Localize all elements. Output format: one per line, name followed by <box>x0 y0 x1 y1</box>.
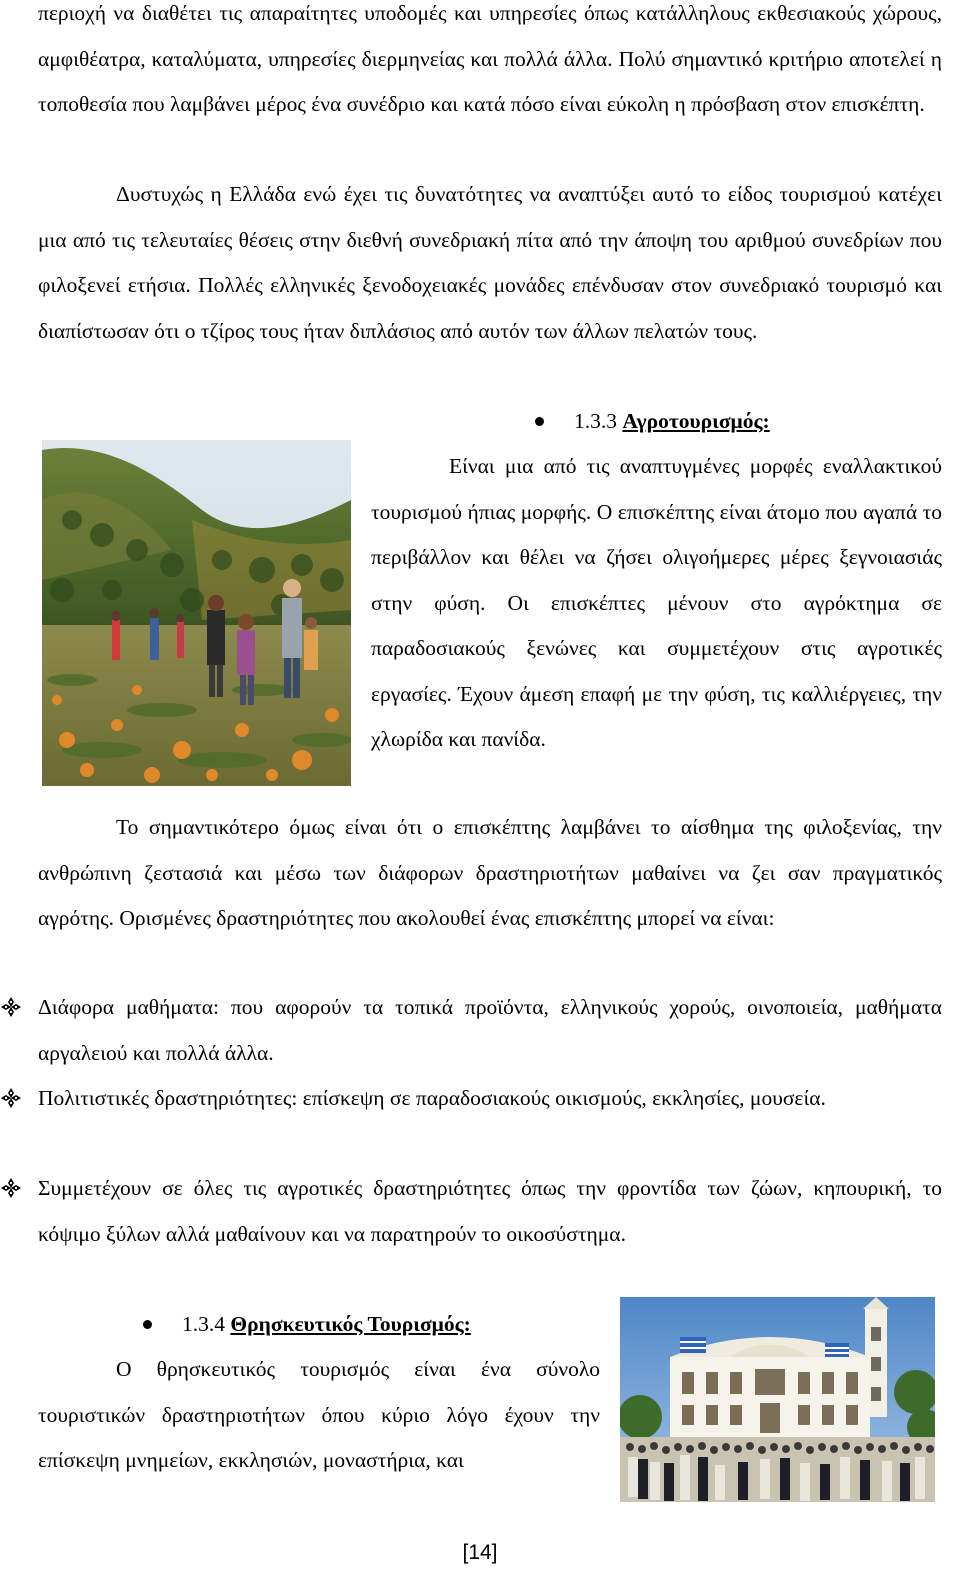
church-photo <box>620 1297 935 1502</box>
paragraph-agrotourism-intro: Είναι μια από τις αναπτυγμένες μορφές εναλλακτικού τουρισμού ήπιας μορφής. Ο επισκέπτης είναι άτομο που αγαπά το περιβάλλον και θέλει να ζήσει ολιγοήμερες μέρες ξεγνοιασιάς στην φύση. Οι επισκέπτες μένουν στο αγρόκτημα σε παραδοσιακούς ξενώνες και συμμετέχουν στις αγροτικές εργασίες. Έχουν άμεση επαφή με την φύση, τις καλλιέργειες, την χλωρίδα και πανίδα. <box>371 454 942 751</box>
section-number: 1.3.4 <box>182 1312 225 1336</box>
paragraph-religious-intro: Ο θρησκευτικός τουρισμός είναι ένα σύνολο τουριστικών δραστηριοτήτων όπου κύριο λόγο έχουν την επίσκεψη μνημείων, εκκλησιών, μοναστήρια, και <box>38 1357 600 1472</box>
bullet-dot-icon <box>535 417 544 426</box>
paragraph-venues: περιοχή να διαθέτει τις απαραίτητες υποδομές και υπηρεσίες όπως κατάλληλους εκθεσιακούς χώρους, αμφιθέατρα, καταλύματα, υπηρεσίες διερμηνείας και πολλά άλλα. Πολύ σημαντικό κριτήριο αποτελεί η τοποθεσία που λαμβάνει μέρος ένα συνέδριο και κατά πόσο είναι εύκολη η πρόσβαση στον επισκέπτη. <box>38 1 942 116</box>
activity-text: Συμμετέχουν σε όλες τις αγροτικές δραστηριότητες όπως την φροντίδα των ζώων, κηπουρική, το κόψιμο ξύλων αλλά μαθαίνουν και να παρατηρούν το οικοσύστημα. <box>38 1176 942 1246</box>
diamond-bullet-icon <box>0 1177 22 1199</box>
section-title: Αγροτουρισμός: <box>622 409 770 433</box>
activity-text: Πολιτιστικές δραστηριότητες: επίσκεψη σε παραδοσιακούς οικισμούς, εκκλησίες, μουσεία. <box>38 1086 826 1110</box>
diamond-bullet-icon <box>0 996 22 1018</box>
paragraph-agrotourism-details: Το σημαντικότερο όμως είναι ότι ο επισκέπτης λαμβάνει το αίσθημα της φιλοξενίας, την ανθρώπινη ζεστασιά και μέσω των διάφορων δραστηριοτήτων μαθαίνει να ζει σαν πραγματικός αγρότης. Ορισμένες δραστηριότητες που ακολουθεί ένας επισκέπτης μπορεί να είναι: <box>38 815 942 930</box>
section-heading-religious <box>143 1302 471 1348</box>
page-number: [14] <box>462 1541 498 1564</box>
paragraph-greece-conferences: Δυστυχώς η Ελλάδα ενώ έχει τις δυνατότητες να αναπτύξει αυτό το είδος τουρισμού κατέχει μια από τις τελευταίες θέσεις στην διεθνή συνεδριακή πίτα από την άποψη του αριθμού συνεδρίων που φιλοξενεί ετήσια. Πολλές ελληνικές ξενοδοχειακές μονάδες επένδυσαν στον συνεδριακό τουρισμό και διαπίστωσαν ότι ο τζίρος τους ήταν διπλάσιος από αυτόν των άλλων πελατών τους. <box>38 182 942 343</box>
section-title: Θρησκευτικός Τουρισμός: <box>230 1312 471 1336</box>
pumpkin-field-photo <box>42 440 351 786</box>
bullet-dot-icon <box>143 1320 152 1329</box>
activity-text: Διάφορα μαθήματα: που αφορούν τα τοπικά προϊόντα, ελληνικούς χορούς, οινοποιεία, μαθήματα αργαλειού και πολλά άλλα. <box>38 995 942 1065</box>
diamond-bullet-icon <box>0 1087 22 1109</box>
section-number: 1.3.3 <box>574 409 617 433</box>
section-heading-agrotourism <box>535 399 770 445</box>
